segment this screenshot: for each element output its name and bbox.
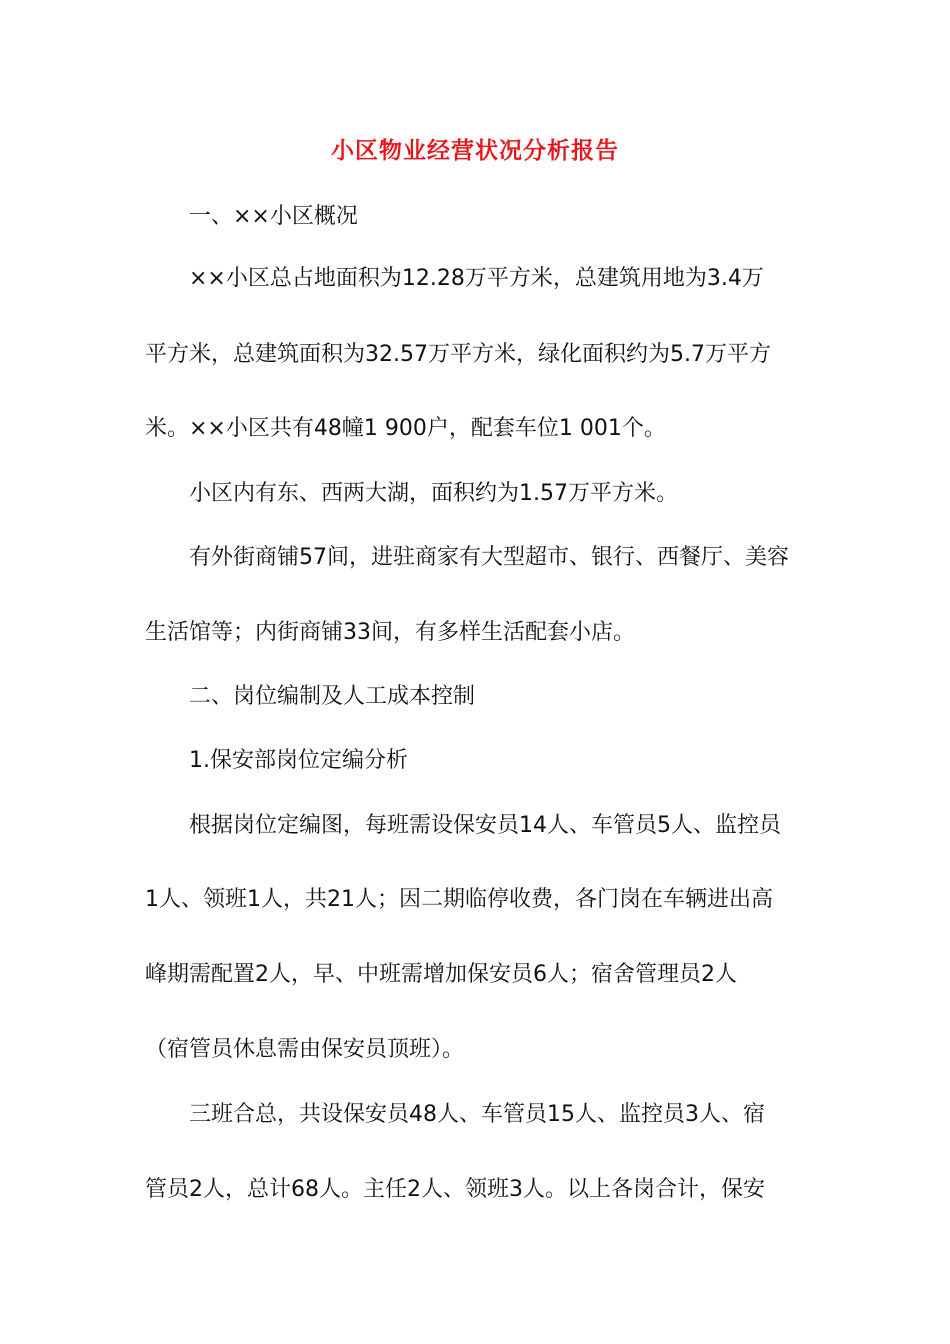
document-title: 小区物业经营状况分析报告 bbox=[331, 138, 619, 164]
paragraph-line: 生活馆等；内街商铺33间，有多样生活配套小店。 bbox=[145, 620, 635, 645]
paragraph-line: 1人、领班1人，共21人；因二期临停收费，各门岗在车辆进出高 bbox=[145, 887, 773, 912]
paragraph-line: 有外街商铺57间，进驻商家有大型超市、银行、西餐厅、美容 bbox=[189, 545, 789, 570]
paragraph-line: 管员2人，总计68人。主任2人、领班3人。以上各岗合计，保安 bbox=[145, 1177, 765, 1202]
subsection-heading-security: 1.保安部岗位定编分析 bbox=[189, 748, 408, 773]
paragraph-line: ××小区总占地面积为12.28万平方米，总建筑用地为3.4万 bbox=[189, 266, 764, 291]
paragraph-line: 三班合总，共设保安员48人、车管员15人、监控员3人、宿 bbox=[189, 1102, 765, 1127]
section-heading-overview: 一、××小区概况 bbox=[189, 204, 358, 229]
paragraph-line: 小区内有东、西两大湖，面积约为1.57万平方米。 bbox=[189, 481, 678, 506]
paragraph-line: （宿管员休息需由保安员顶班）。 bbox=[145, 1037, 465, 1062]
paragraph-line: 平方米，总建筑面积为32.57万平方米，绿化面积约为5.7万平方 bbox=[145, 342, 771, 367]
section-heading-staffing: 二、岗位编制及人工成本控制 bbox=[189, 684, 476, 709]
paragraph-line: 根据岗位定编图，每班需设保安员14人、车管员5人、监控员 bbox=[189, 813, 781, 838]
paragraph-line: 米。××小区共有48幢1 900户，配套车位1 001个。 bbox=[145, 416, 666, 441]
paragraph-line: 峰期需配置2人，早、中班需增加保安员6人；宿舍管理员2人 bbox=[145, 962, 737, 987]
